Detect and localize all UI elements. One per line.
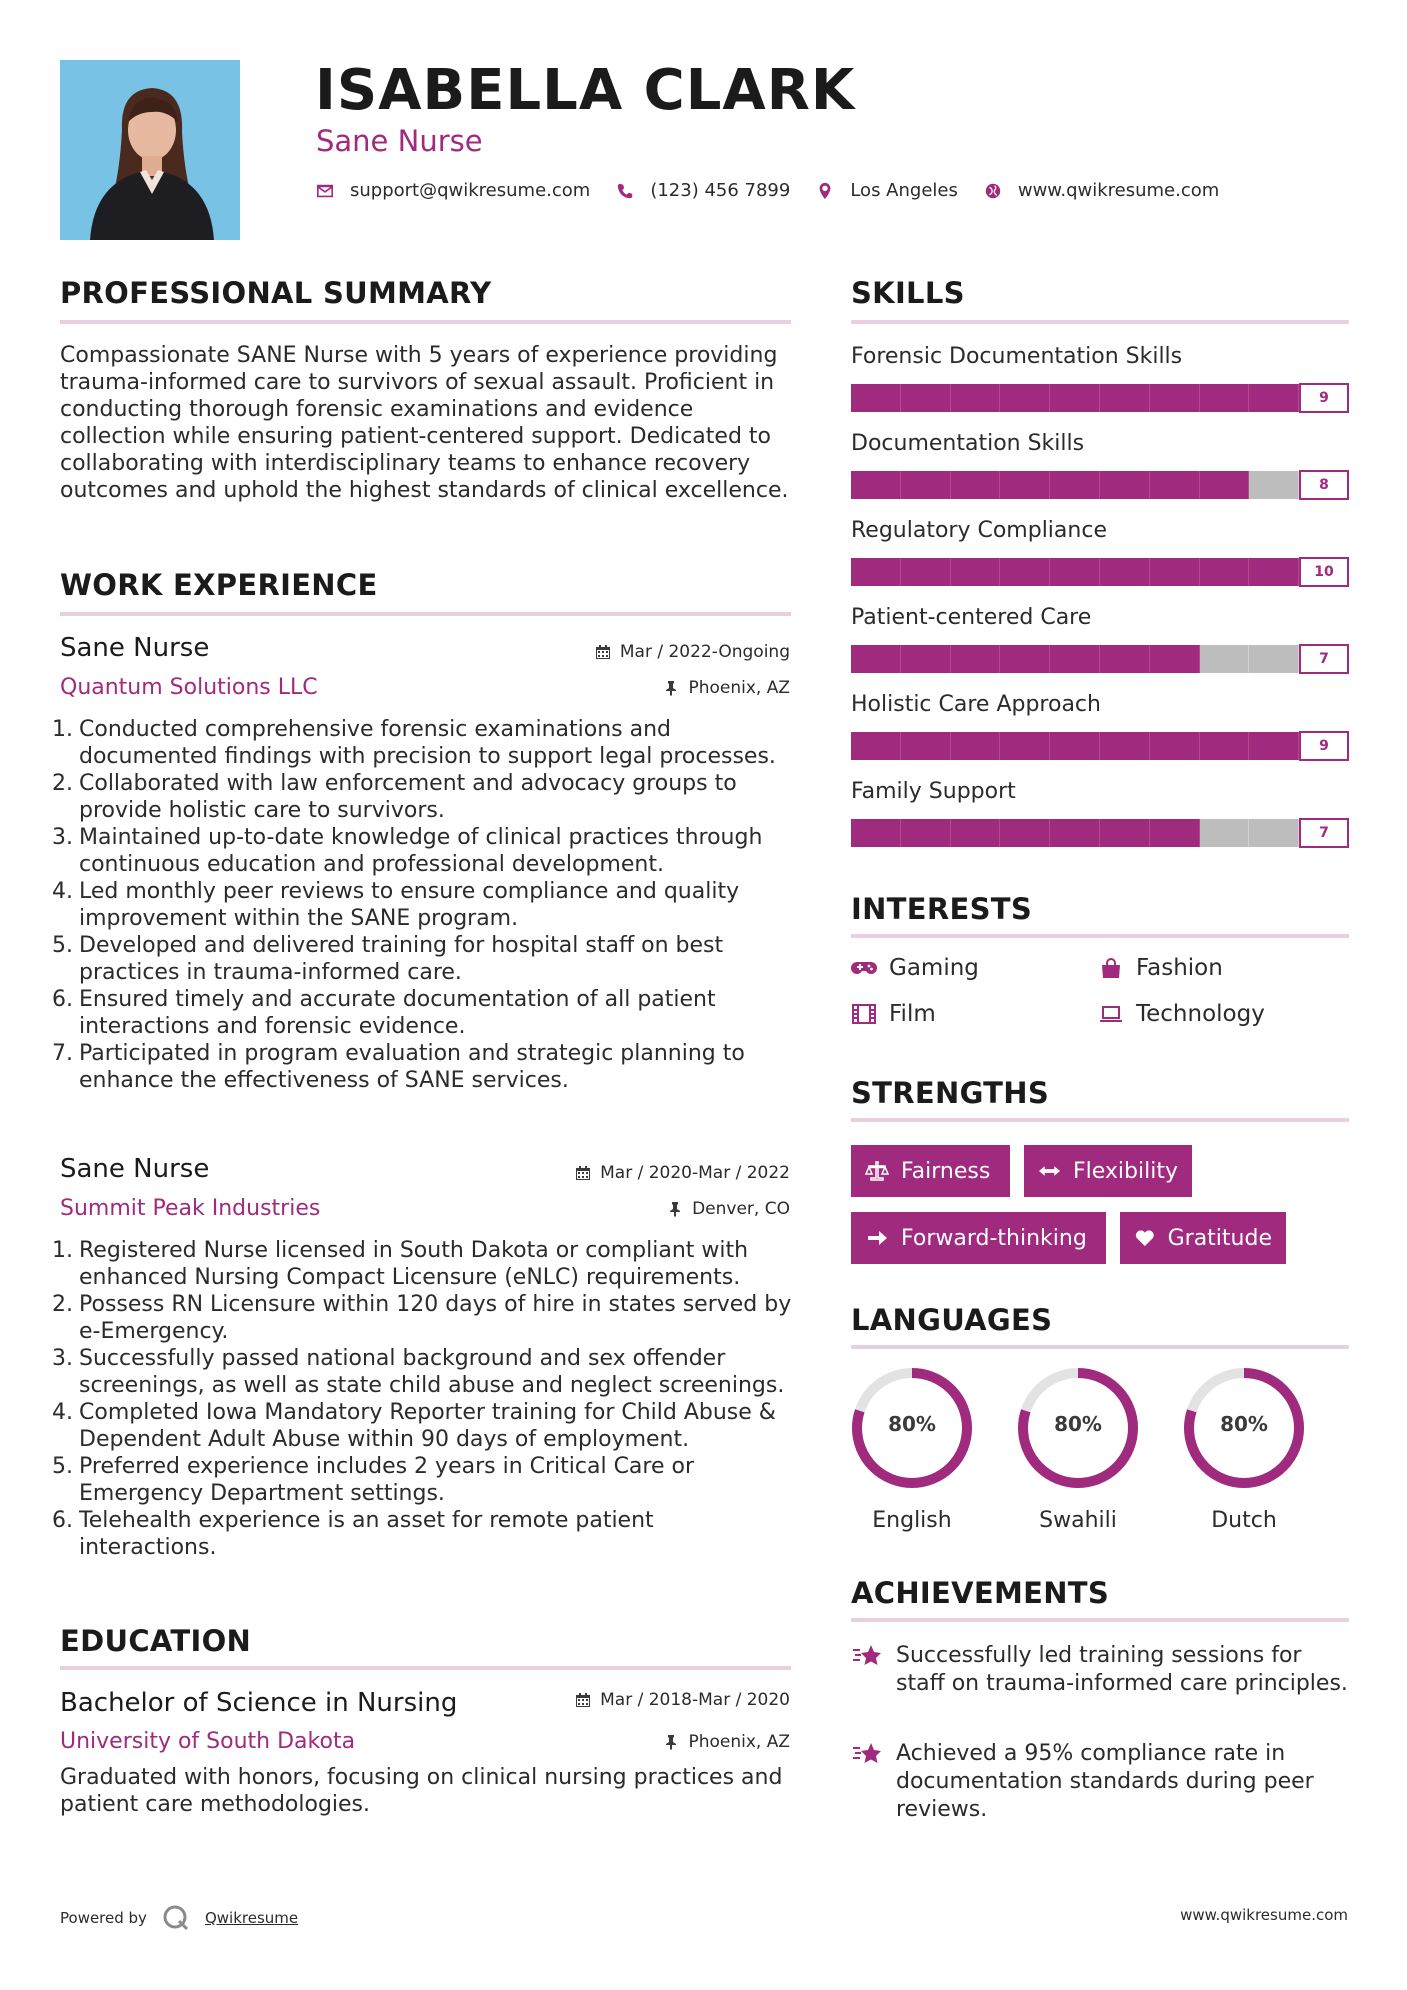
language-percent: 80% [888, 1412, 936, 1436]
gamepad-icon [851, 957, 877, 979]
film-icon [851, 1003, 877, 1025]
interests-heading: INTERESTS [851, 892, 1033, 926]
skill-bar [851, 558, 1349, 586]
pushpin-icon [663, 680, 679, 696]
job-1-bullet [52, 1040, 795, 1094]
powered-by-label: Powered by [60, 1909, 147, 1927]
job-2-bullet [52, 1291, 795, 1345]
job-1-title: Sane Nurse [60, 633, 210, 663]
language-name: Dutch [1211, 1508, 1277, 1533]
skill-bar-filled-segment [951, 384, 1001, 412]
summary-heading: PROFESSIONAL SUMMARY [60, 276, 492, 310]
skill-bar-filled-segment [901, 471, 951, 499]
skill-bar [851, 732, 1349, 760]
skills-divider [851, 320, 1349, 324]
skill-level-badge: 8 [1299, 470, 1349, 500]
strength-gratitude-label: Gratitude [1167, 1225, 1272, 1251]
bullet-number: 4. [52, 1400, 73, 1425]
job-1-bullet [52, 878, 795, 932]
bullet-text: Conducted comprehensive forensic examinations and documented findings with precision to support legal processes. [79, 717, 776, 769]
footer-website[interactable]: www.qwikresume.com [1180, 1906, 1348, 1924]
language-item [1016, 1366, 1140, 1533]
bullet-text: Successfully passed national background and sex offender screenings, as well as state child abuse and neglect screenings. [79, 1346, 785, 1398]
skill-bar-filled-segment [1000, 819, 1050, 847]
bullet-text: Ensured timely and accurate documentation of all patient interactions and forensic evidence. [79, 987, 716, 1039]
bullet-text: Developed and delivered training for hospital staff on best practices in trauma-informed care. [79, 933, 724, 985]
skill-bar-filled-segment [1100, 471, 1150, 499]
arrow-right-icon [865, 1227, 889, 1249]
job-2-bullet [52, 1345, 795, 1399]
job-2-title: Sane Nurse [60, 1154, 210, 1184]
bullet-number: 5. [52, 1454, 73, 1479]
laptop-icon [1098, 1003, 1124, 1025]
skill-bar [851, 645, 1349, 673]
skill-bar-filled-segment [851, 471, 901, 499]
skill-bar-filled-segment [1050, 819, 1100, 847]
qwikresume-logo-icon [161, 1903, 191, 1933]
language-item [1182, 1366, 1306, 1533]
bullet-number: 4. [52, 879, 73, 904]
skill-bar [851, 471, 1349, 499]
skill-level-badge: 10 [1299, 557, 1349, 587]
profile-photo [60, 60, 240, 240]
footer-powered-by [60, 1903, 298, 1933]
skill-label: Forensic Documentation Skills [851, 344, 1183, 369]
bullet-number: 7. [52, 1041, 73, 1066]
job-1-dates [595, 642, 790, 662]
skill-bar-empty-segment [1249, 819, 1299, 847]
strengths-heading: STRENGTHS [851, 1076, 1050, 1110]
language-percent: 80% [1054, 1412, 1102, 1436]
skill-bar-filled-segment [1000, 558, 1050, 586]
skill-bar-filled-segment [1100, 384, 1150, 412]
skill-bar-filled-segment [1000, 645, 1050, 673]
calendar-icon [595, 644, 611, 660]
contact-location [816, 180, 958, 201]
job-2-bullet [52, 1399, 795, 1453]
skill-bar [851, 384, 1349, 412]
contact-email-text: support@qwikresume.com [350, 180, 591, 201]
strength-flexibility-label: Flexibility [1073, 1158, 1178, 1184]
language-percent: 80% [1220, 1412, 1268, 1436]
job-2-bullet [52, 1237, 795, 1291]
job-2-location [667, 1199, 790, 1219]
job-1-dates-text: Mar / 2022-Ongoing [619, 642, 790, 662]
skill-bar-filled-segment [851, 384, 901, 412]
bullet-text: Completed Iowa Mandatory Reporter training for Child Abuse & Dependent Adult Abuse within 90 days of employment. [79, 1400, 776, 1452]
skill-level-badge: 9 [1299, 383, 1349, 413]
skill-bar-filled-segment [851, 819, 901, 847]
contact-phone[interactable] [616, 180, 790, 201]
phone-icon [616, 182, 634, 200]
education-location-text: Phoenix, AZ [688, 1732, 790, 1752]
job-2-bullet [52, 1453, 795, 1507]
education-divider [60, 1666, 791, 1670]
bullet-number: 5. [52, 933, 73, 958]
skill-bar-filled-segment [1200, 471, 1250, 499]
bullet-text: Preferred experience includes 2 years in Critical Care or Emergency Department settings. [79, 1454, 695, 1506]
contact-bar [316, 180, 1245, 201]
bullet-number: 6. [52, 1508, 73, 1533]
skill-bar-filled-segment [1150, 819, 1200, 847]
bullet-number: 3. [52, 1346, 73, 1371]
language-name: Swahili [1039, 1508, 1117, 1533]
job-2-company: Summit Peak Industries [60, 1196, 321, 1221]
bullet-number: 3. [52, 825, 73, 850]
achievement-2-text: Achieved a 95% compliance rate in documentation standards during peer reviews. [896, 1741, 1314, 1822]
contact-website-text: www.qwikresume.com [1017, 180, 1220, 201]
language-item [850, 1366, 974, 1533]
job-1-bullet [52, 770, 795, 824]
interest-film-label: Film [889, 1001, 936, 1027]
skill-bar-filled-segment [1100, 732, 1150, 760]
skill-bar-filled-segment [1150, 732, 1200, 760]
strength-forward-thinking-label: Forward-thinking [901, 1225, 1087, 1251]
skill-level-badge: 9 [1299, 731, 1349, 761]
job-2-bullets [52, 1237, 795, 1561]
education-dates-text: Mar / 2018-Mar / 2020 [600, 1690, 790, 1710]
summary-text: Compassionate SANE Nurse with 5 years of experience providing trauma-informed care to survivors of sexual assault. Proficient in conducting thorough forensic examinations and evidence collection while ensuring patient-centered support. Dedicated to collaborating with interdisciplinary teams to enhance recovery outcomes and uphold the highest standards of clinical excellence. [60, 343, 789, 503]
bullet-number: 2. [52, 771, 73, 796]
skill-bar-filled-segment [951, 732, 1001, 760]
skill-bar-empty-segment [1249, 471, 1299, 499]
skill-bar [851, 819, 1349, 847]
balance-scale-icon [865, 1160, 889, 1182]
skill-level-badge: 7 [1299, 818, 1349, 848]
job-1-company: Quantum Solutions LLC [60, 675, 318, 700]
education-location [663, 1732, 790, 1752]
contact-website[interactable] [984, 180, 1219, 201]
job-2-bullet [52, 1507, 795, 1561]
skill-bar-filled-segment [901, 645, 951, 673]
interest-technology [1098, 1001, 1265, 1027]
bullet-text: Participated in program evaluation and strategic planning to enhance the effectiveness of SANE services. [79, 1041, 745, 1093]
skills-heading: SKILLS [851, 276, 965, 310]
skill-bar-filled-segment [1249, 384, 1299, 412]
job-2-location-text: Denver, CO [692, 1199, 790, 1219]
skill-bar-filled-segment [1150, 645, 1200, 673]
star-award-icon [851, 1642, 885, 1672]
skill-bar-filled-segment [1000, 471, 1050, 499]
skill-bar-filled-segment [1050, 558, 1100, 586]
job-1-bullet [52, 986, 795, 1040]
person-silhouette-icon [60, 60, 240, 240]
skill-bar-filled-segment [1150, 384, 1200, 412]
skill-bar-filled-segment [951, 558, 1001, 586]
bullet-number: 6. [52, 987, 73, 1012]
education-degree: Bachelor of Science in Nursing [60, 1688, 458, 1718]
strength-gratitude [1120, 1212, 1286, 1264]
achievement-1 [851, 1642, 1351, 1698]
achievements-divider [851, 1618, 1349, 1622]
contact-email[interactable] [316, 180, 590, 201]
skill-bar-filled-segment [1150, 558, 1200, 586]
bullet-number: 1. [52, 1238, 73, 1263]
contact-location-text: Los Angeles [850, 180, 958, 201]
skill-bar-filled-segment [1200, 558, 1250, 586]
skill-bar-filled-segment [1000, 732, 1050, 760]
skill-bar-filled-segment [1100, 819, 1150, 847]
skill-bar-filled-segment [1050, 732, 1100, 760]
candidate-title: Sane Nurse [316, 124, 483, 158]
skill-bar-filled-segment [1100, 645, 1150, 673]
skill-label: Regulatory Compliance [851, 518, 1107, 543]
skill-bar-filled-segment [1050, 384, 1100, 412]
work-heading: WORK EXPERIENCE [60, 568, 378, 602]
job-1-bullets [52, 716, 795, 1094]
skill-bar-filled-segment [901, 384, 951, 412]
skill-label: Holistic Care Approach [851, 692, 1101, 717]
calendar-icon [575, 1165, 591, 1181]
skill-bar-filled-segment [851, 645, 901, 673]
education-heading: EDUCATION [60, 1624, 252, 1658]
interest-fashion [1098, 955, 1223, 981]
skill-bar-filled-segment [901, 558, 951, 586]
skill-bar-filled-segment [951, 471, 1001, 499]
achievement-2 [851, 1740, 1351, 1824]
interest-film [851, 1001, 936, 1027]
languages-divider [851, 1345, 1349, 1349]
skill-label: Documentation Skills [851, 431, 1085, 456]
skill-bar-empty-segment [1200, 819, 1250, 847]
skill-bar-empty-segment [1200, 645, 1250, 673]
skill-bar-filled-segment [1000, 384, 1050, 412]
skill-level-badge: 7 [1299, 644, 1349, 674]
job-1-location-text: Phoenix, AZ [688, 678, 790, 698]
shopping-bag-icon [1098, 957, 1124, 979]
contact-phone-text: (123) 456 7899 [650, 180, 791, 201]
achievements-heading: ACHIEVEMENTS [851, 1576, 1110, 1610]
job-1-bullet [52, 716, 795, 770]
bullet-number: 2. [52, 1292, 73, 1317]
interest-fashion-label: Fashion [1136, 955, 1223, 981]
strength-flexibility [1024, 1145, 1192, 1197]
strength-fairness-label: Fairness [901, 1158, 991, 1184]
skill-bar-filled-segment [851, 558, 901, 586]
bullet-text: Possess RN Licensure within 120 days of hire in states served by e-Emergency. [79, 1292, 792, 1344]
achievement-1-text: Successfully led training sessions for staff on trauma-informed care principles. [896, 1643, 1348, 1696]
qwikresume-brand-link[interactable]: Qwikresume [204, 1909, 299, 1927]
skill-bar-filled-segment [851, 732, 901, 760]
skill-bar-filled-segment [901, 732, 951, 760]
globe-icon [984, 182, 1002, 200]
skill-bar-filled-segment [1050, 471, 1100, 499]
interests-divider [851, 934, 1349, 938]
bullet-text: Maintained up-to-date knowledge of clinical practices through continuous education and professional development. [79, 825, 763, 877]
bullet-text: Collaborated with law enforcement and advocacy groups to provide holistic care to survivors. [79, 771, 737, 823]
strength-forward-thinking [851, 1212, 1106, 1264]
work-divider [60, 612, 791, 616]
skill-label: Patient-centered Care [851, 605, 1092, 630]
education-text: Graduated with honors, focusing on clinical nursing practices and patient care methodologies. [60, 1765, 783, 1817]
skill-bar-empty-segment [1249, 645, 1299, 673]
arrows-horizontal-icon [1038, 1160, 1061, 1182]
heart-icon [1134, 1227, 1156, 1249]
bullet-text: Telehealth experience is an asset for remote patient interactions. [79, 1508, 654, 1560]
job-1-bullet [52, 932, 795, 986]
job-2-dates [575, 1163, 790, 1183]
bullet-number: 1. [52, 717, 73, 742]
skill-bar-filled-segment [1100, 558, 1150, 586]
star-award-icon [851, 1740, 885, 1770]
skill-bar-filled-segment [1150, 471, 1200, 499]
skill-bar-filled-segment [1249, 732, 1299, 760]
skill-label: Family Support [851, 779, 1016, 804]
calendar-icon [575, 1692, 591, 1708]
pushpin-icon [667, 1201, 683, 1217]
education-school: University of South Dakota [60, 1729, 356, 1754]
skill-bar-filled-segment [1050, 645, 1100, 673]
language-name: English [872, 1508, 952, 1533]
skill-bar-filled-segment [1200, 732, 1250, 760]
job-1-location [663, 678, 790, 698]
education-dates [575, 1690, 790, 1710]
skill-bar-filled-segment [1249, 558, 1299, 586]
job-1-bullet [52, 824, 795, 878]
summary-divider [60, 320, 791, 324]
pushpin-icon [663, 1734, 679, 1750]
skill-bar-filled-segment [901, 819, 951, 847]
envelope-icon [316, 182, 334, 200]
interest-gaming-label: Gaming [889, 955, 979, 981]
skill-bar-filled-segment [951, 645, 1001, 673]
job-2-dates-text: Mar / 2020-Mar / 2022 [600, 1163, 790, 1183]
map-marker-icon [816, 182, 834, 200]
strength-fairness [851, 1145, 1010, 1197]
bullet-text: Led monthly peer reviews to ensure compliance and quality improvement within the SANE program. [79, 879, 740, 931]
strengths-divider [851, 1118, 1349, 1122]
bullet-text: Registered Nurse licensed in South Dakota or compliant with enhanced Nursing Compact Licensure (eNLC) requirements. [79, 1238, 749, 1290]
skill-bar-filled-segment [1200, 384, 1250, 412]
interest-technology-label: Technology [1136, 1001, 1265, 1027]
interest-gaming [851, 955, 979, 981]
skill-bar-filled-segment [951, 819, 1001, 847]
languages-heading: LANGUAGES [851, 1303, 1053, 1337]
candidate-name: ISABELLA CLARK [315, 58, 856, 123]
